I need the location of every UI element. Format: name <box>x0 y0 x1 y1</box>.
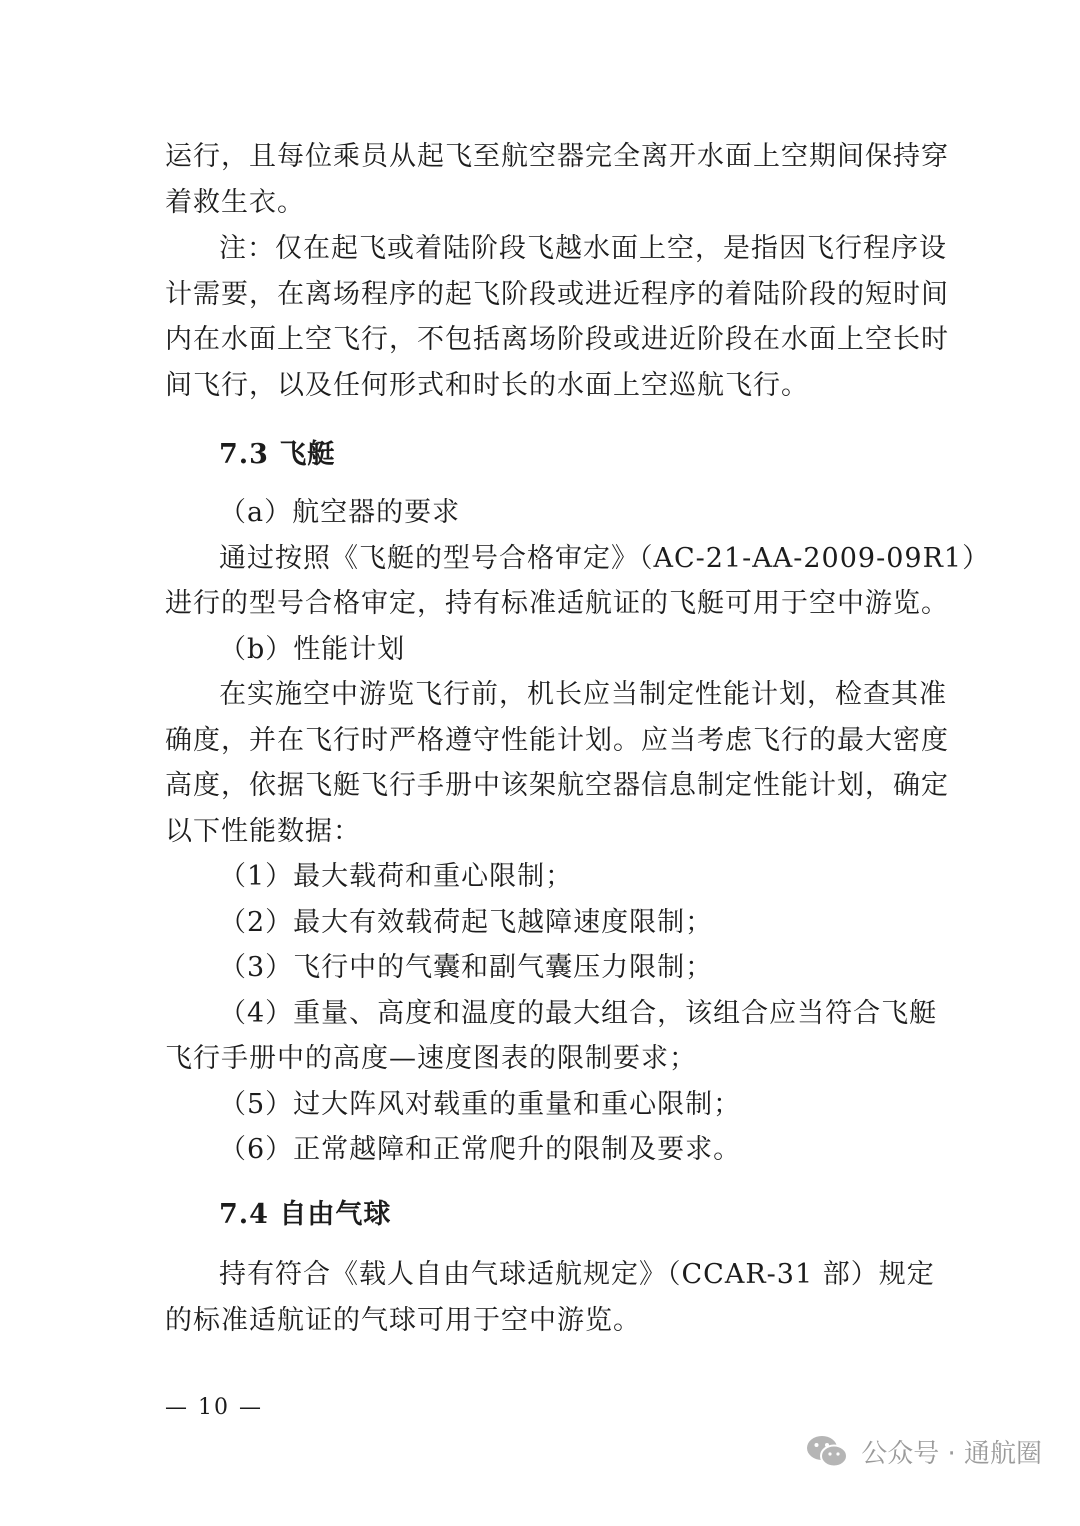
text-line: 着救生衣。 <box>165 186 305 218</box>
text-line: 高度，依据飞艇飞行手册中该架航空器信息制定性能计划，确定 <box>165 770 949 801</box>
watermark-text: 公众号 · 通航圈 <box>861 1439 1042 1469</box>
subsection-title-a: （a）航空器的要求 <box>219 497 461 528</box>
watermark <box>805 1433 1042 1470</box>
section-7-3-body <box>165 490 991 1173</box>
list-item: （5）过大阵风对载重的重量和重心限制； <box>219 1088 742 1120</box>
text-line: 确度，并在飞行时严格遵守性能计划。应当考虑飞行的最大密度 <box>165 724 949 756</box>
text-line: 运行，且每位乘员从起飞至航空器完全离开水面上空期间保持穿 <box>165 141 949 172</box>
section-7-4-body <box>165 1252 935 1343</box>
wechat-icon <box>805 1434 849 1470</box>
list-item: （6）正常越障和正常爬升的限制及要求。 <box>219 1134 742 1165</box>
note-paragraph <box>165 226 949 408</box>
list-item: （4）重量、高度和温度的最大组合，该组合应当符合飞艇 <box>219 997 938 1029</box>
page-number: — 10 — <box>165 1395 263 1420</box>
text-line: 持有符合《载人自由气球适航规定》（CCAR-31 部）规定 <box>219 1259 935 1290</box>
text-line: 内在水面上空飞行，不包括离场阶段或进近阶段在水面上空长时 <box>165 324 949 355</box>
text-line: 注：仅在起飞或着陆阶段飞越水面上空，是指因飞行程序设 <box>219 233 947 264</box>
list-item: （1）最大载荷和重心限制； <box>219 861 574 892</box>
list-item: （3）飞行中的气囊和副气囊压力限制； <box>219 952 714 983</box>
text-line: 进行的型号合格审定，持有标准适航证的飞艇可用于空中游览。 <box>165 588 949 619</box>
text-line: 在实施空中游览飞行前，机长应当制定性能计划，检查其准 <box>219 679 947 710</box>
list-item: （2）最大有效载荷起飞越障速度限制； <box>219 906 714 938</box>
section-heading-7-3: 7.3 飞艇 <box>219 439 336 470</box>
subsection-title-b: （b）性能计划 <box>219 633 406 665</box>
section-heading-7-4: 7.4 自由气球 <box>219 1199 392 1230</box>
text-line: 计需要，在离场程序的起飞阶段或进近程序的着陆阶段的短时间 <box>165 278 949 310</box>
text-line: 的标准适航证的气球可用于空中游览。 <box>165 1304 641 1336</box>
text-line: 间飞行，以及任何形式和时长的水面上空巡航飞行。 <box>165 369 809 401</box>
text-line: 以下性能数据： <box>165 815 361 847</box>
text-line: 通过按照《飞艇的型号合格审定》（AC-21-AA-2009-09R1） <box>219 542 991 574</box>
list-item-continuation: 飞行手册中的高度—速度图表的限制要求； <box>165 1043 697 1074</box>
paragraph-continuation <box>165 134 949 225</box>
